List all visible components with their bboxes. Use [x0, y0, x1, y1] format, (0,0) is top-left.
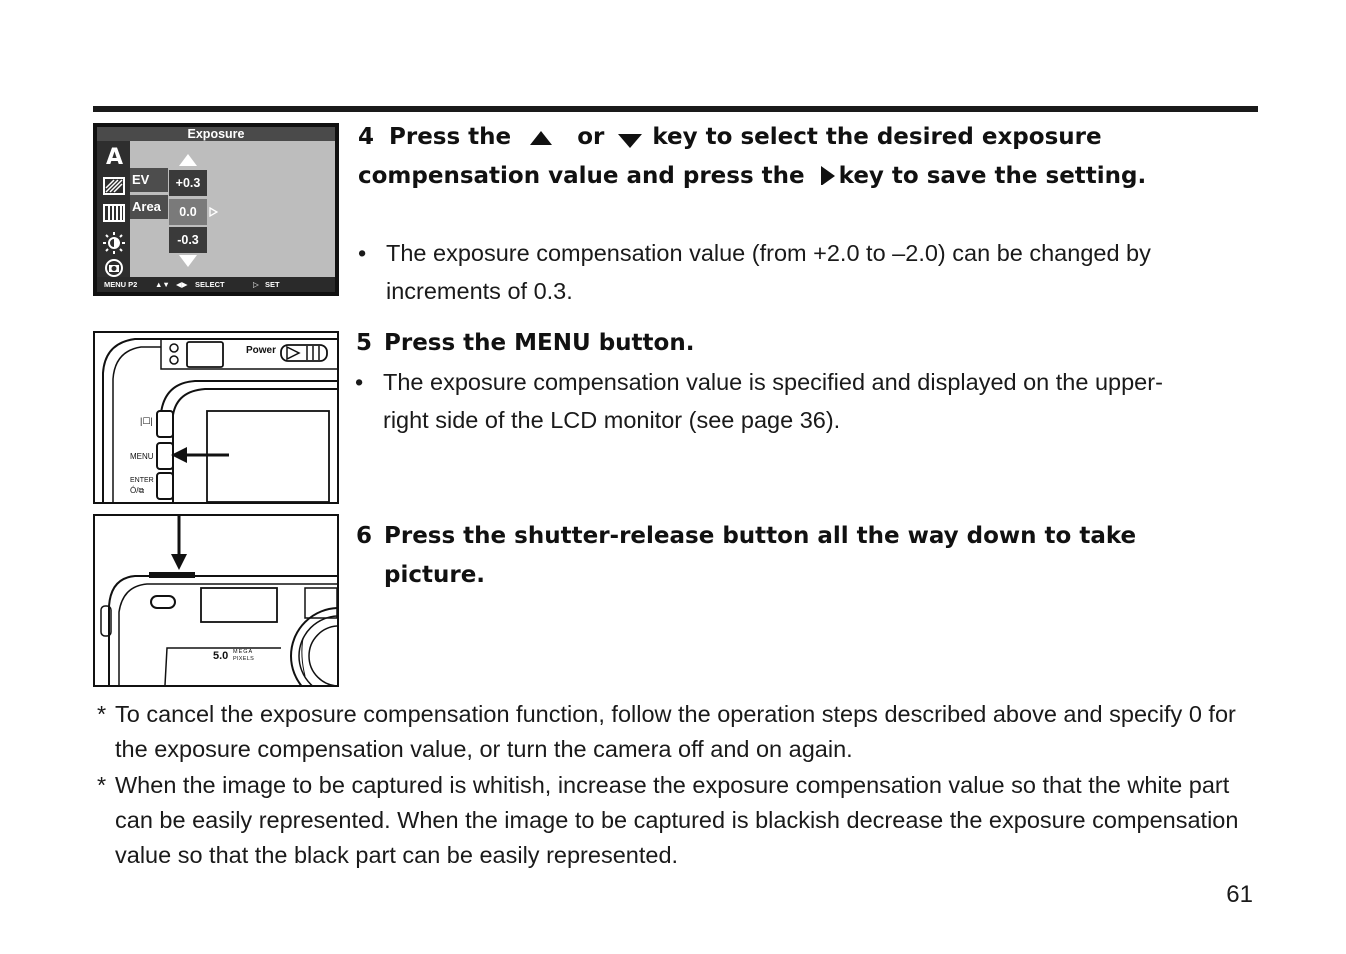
footer-select: SELECT — [195, 280, 225, 289]
megapixel-number: 5.0 — [213, 650, 229, 662]
step-4-bullet-text: The exposure compensation value (from +2.0 to –2.0) can be changed by increments of 0.3. — [386, 240, 1151, 304]
menu-label: MENU — [130, 452, 154, 461]
bullet-marker: • — [355, 369, 364, 395]
up-key-icon — [519, 125, 569, 147]
step-6-heading — [356, 517, 1226, 594]
camera-top-illustration — [93, 514, 339, 687]
ev-label: EV — [130, 168, 168, 192]
lcd-exposure-menu — [93, 123, 339, 296]
mega-label: MEGA — [233, 649, 254, 655]
step-5-heading — [356, 324, 1236, 363]
step-4 — [358, 118, 1238, 195]
step-6-number: 6 — [356, 523, 373, 549]
pixels-label: PIXELS — [233, 656, 255, 662]
step-5-bullet — [355, 363, 1185, 439]
lcd-icon-column — [97, 141, 130, 277]
brightness-icon — [102, 231, 126, 255]
top-button-label: |☐| — [140, 416, 153, 426]
right-arrow-icon — [209, 207, 218, 217]
footer-leftright: ◀▶ — [176, 280, 188, 289]
timer-label: Ó/⧉ — [130, 486, 145, 495]
area-label: Area — [130, 195, 168, 219]
camera-settings-icon — [102, 257, 126, 277]
note-2-text: When the image to be captured is whitish, increase the exposure compensation value so that the white part can be easily represented. When the image to be captured is blackish decrease the exposure compensation value so that the black part can be easily represented. — [115, 772, 1239, 868]
page-number: 61 — [1226, 881, 1253, 908]
note-2 — [97, 768, 1247, 873]
ev-value-plus: +0.3 — [169, 170, 207, 196]
footer-menu: MENU P2 — [104, 280, 138, 289]
step-4-heading-part-3: key to select the desired exposure compensation value and press the — [358, 124, 1102, 189]
down-key-icon — [612, 126, 652, 148]
mode-a-icon: A — [106, 145, 124, 170]
up-arrow-icon — [179, 154, 197, 166]
down-arrow-icon — [179, 255, 197, 267]
enter-label: ENTER — [130, 477, 154, 484]
right-key-icon — [813, 163, 839, 185]
step-5-heading-text: Press the MENU button. — [384, 330, 695, 356]
step-4-heading-part-2: or — [577, 124, 605, 150]
step-4-heading-part-1: Press the — [389, 124, 512, 150]
note-1-text: To cancel the exposure compensation function, follow the operation steps described above and specify 0 for the exposure compensation value, or turn the camera off and on again. — [115, 701, 1236, 762]
step-4-number: 4 — [358, 124, 375, 150]
step-5-number: 5 — [356, 330, 373, 356]
footer-set-arrow: ▷ — [253, 280, 259, 289]
metering-area-icon — [103, 204, 125, 222]
lcd-screen — [97, 127, 335, 292]
note-marker: * — [97, 701, 107, 727]
note-marker: * — [97, 772, 107, 798]
lcd-footer — [97, 277, 335, 292]
ev-value-selected: 0.0 — [169, 199, 207, 225]
footer-updown: ▲▼ — [155, 280, 170, 289]
ev-hatch-icon — [103, 177, 125, 195]
step-6-heading-text: Press the shutter-release button all the way down to take picture. — [384, 523, 1137, 588]
note-1 — [97, 697, 1247, 767]
camera-back-illustration — [93, 331, 339, 504]
step-4-heading-part-4: key to save the setting. — [838, 162, 1147, 189]
step-4-heading — [358, 118, 1238, 195]
footer-set: SET — [265, 280, 280, 289]
top-rule — [93, 106, 1258, 112]
ev-value-minus: -0.3 — [169, 227, 207, 253]
step-5-bullet-text: The exposure compensation value is specified and displayed on the upper- right side of the LCD monitor (see page 36). — [383, 369, 1163, 433]
lcd-title: Exposure — [97, 127, 335, 141]
bullet-marker: • — [358, 240, 367, 266]
step-4-bullet — [358, 234, 1238, 310]
power-label: Power — [246, 345, 277, 356]
